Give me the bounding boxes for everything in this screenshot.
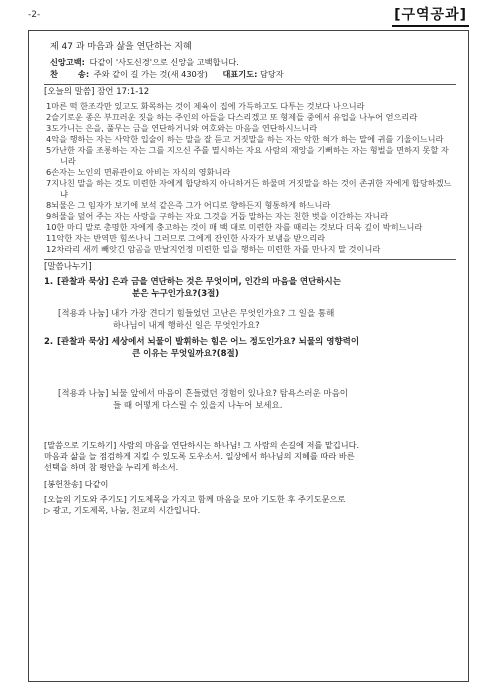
question-1-line-2: 분은 누구인가요?(3절) (132, 289, 220, 299)
question-1-line-1: [관찰과 묵상] 은과 금을 연단하는 것은 무엇이며, 인간의 마음을 연단하시는 (56, 277, 341, 287)
question-2-number: 2. (44, 337, 54, 347)
closing-prayer-line-2: 마음과 삶을 늘 점검하게 지킬 수 있도록 도우소서. 일상에서 하나님의 지혜를 따라 바른 (44, 451, 355, 461)
hymn-label-2: 송: (77, 69, 90, 79)
confession-line (50, 56, 456, 68)
application-1 (58, 308, 456, 332)
rep-prayer-text: 담당자 (259, 69, 284, 79)
verse-item: 6손자는 노인의 면류관이요 아비는 자식의 영화니라 (46, 167, 231, 177)
weekly-prayer-line-1: 기도제목을 가지고 함께 마음을 모아 기도한 후 주기도문으로 (129, 494, 346, 504)
verse-item: 9허물을 덮어 주는 자는 사랑을 구하는 자요 그것을 거듭 말하는 자는 친한 벗을 이간하는 자니라 (46, 211, 389, 221)
closing-prayer-line-1: 사람의 마음을 연단하시는 하나님! 그 사람의 손길에 저를 맡깁니다. (118, 440, 360, 450)
verse-item: 10한 마디 말로 총명한 자에게 충고하는 것이 매 백 대로 미련한 자를 때리는 것보다 더욱 깊이 박히느니라 (46, 222, 423, 232)
hymn-line (50, 68, 456, 80)
divider (44, 84, 456, 85)
verse-item: 2슬기로운 종은 부끄러운 짓을 하는 주인의 아들을 다스리겠고 또 형제들 중에서 유업을 나누어 얻으리라 (46, 112, 418, 122)
offering-text: 다같이 (84, 479, 109, 489)
hymn-label: 찬 (50, 69, 58, 79)
verse-item: 1마른 떡 한조각만 있고도 화목하는 것이 제육이 집에 가득하고도 다투는 것보다 나으니라 (46, 101, 365, 111)
sharing-head: [말씀나누기] (44, 262, 92, 272)
weekly-prayer (44, 494, 456, 516)
closing-prayer-tag: [말씀으로 기도하기] (44, 440, 117, 450)
verse-item: 5가난한 자를 조롱하는 자는 그를 지으신 주를 멸시하는 자요 사람의 재앙을 기뻐하는 자는 형벌을 면하지 못할 자니라 (46, 145, 449, 166)
divider (44, 259, 456, 260)
page-number: -2- (28, 10, 41, 20)
closing-prayer (44, 440, 456, 473)
weekly-prayer-tag: [오늘의 기도와 주기도] (44, 494, 127, 504)
question-1 (44, 276, 456, 300)
application-2-line-2: 들 때 어떻게 다스릴 수 있을지 나누어 보세요. (113, 401, 283, 411)
scripture-heading (44, 87, 456, 98)
application-2-line-1: [적용과 나눔] 뇌물 앞에서 마음이 흔들렸던 경험이 있나요? 탐욕스러운 마음이 (58, 389, 349, 399)
scripture-head: [오늘의 말씀] (44, 87, 95, 97)
offering-hymn (44, 479, 456, 490)
scripture-ref: 잠언 17:1-12 (97, 87, 150, 97)
closing-prayer-line-3: 선택을 하며 참 평안을 누리게 하소서. (44, 462, 179, 472)
section-badge: [구역공과] (392, 4, 469, 27)
confession-text: 다같이 '사도신경'으로 신앙을 고백합니다. (89, 57, 239, 67)
verse-list (44, 101, 456, 255)
lesson-content (44, 40, 456, 516)
application-1-line-1: [적용과 나눔] 내가 가장 견디기 힘들었던 고난은 무엇인가요? 그 일을 통해 (58, 309, 335, 319)
confession-label: 신앙고백: (50, 57, 85, 67)
rep-prayer-label: 대표기도: (222, 69, 258, 79)
question-1-number: 1. (44, 277, 54, 287)
lesson-title: 제 47 과 마음과 삶을 연단하는 지혜 (50, 42, 192, 52)
verse-item: 11악한 자는 반역만 힘쓰나니 그러므로 그에게 잔인한 사자가 보냄을 받으리라 (46, 233, 326, 243)
question-2-line-1: [관찰과 묵상] 세상에서 뇌물이 발휘하는 힘은 어느 정도인가요? 뇌물의 영향력이 (56, 337, 360, 347)
question-2-line-2: 큰 이유는 무엇일까요?(8절) (132, 349, 239, 359)
question-2 (44, 336, 456, 360)
application-1-line-2: 하나님이 내게 행하신 일은 무엇인가요? (113, 321, 260, 331)
verse-item: 3도가니는 은을, 풀무는 금을 연단하거니와 여호와는 마음을 연단하시느니라 (46, 123, 318, 133)
verse-item: 4악을 행하는 자는 사악한 입술이 하는 말을 잘 듣고 거짓말을 하는 자는 악한 혀가 하는 말에 귀를 기울이느니라 (46, 134, 444, 144)
application-2 (58, 388, 456, 412)
weekly-prayer-line-2: ▷ 광고, 기도제목, 나눔, 친교의 시간입니다. (44, 505, 201, 515)
verse-item: 8뇌물은 그 임자가 보기에 보석 같은즉 그가 어디로 향하든지 형통하게 하느니라 (46, 200, 331, 210)
offering-tag: [봉헌찬송] (44, 479, 83, 489)
verse-item: 7지나친 말을 하는 것도 미련한 자에게 합당하지 아니하거든 하물며 거짓말을 하는 것이 존귀한 자에게 합당하겠느냐 (46, 178, 452, 199)
verse-item: 12차라리 새끼 빼앗긴 암곰을 만날지언정 미련한 일을 행하는 미련한 자를 만나지 말 것이니라 (46, 244, 381, 254)
hymn-text: 주와 같이 길 가는 것(새 430장) (93, 69, 208, 79)
